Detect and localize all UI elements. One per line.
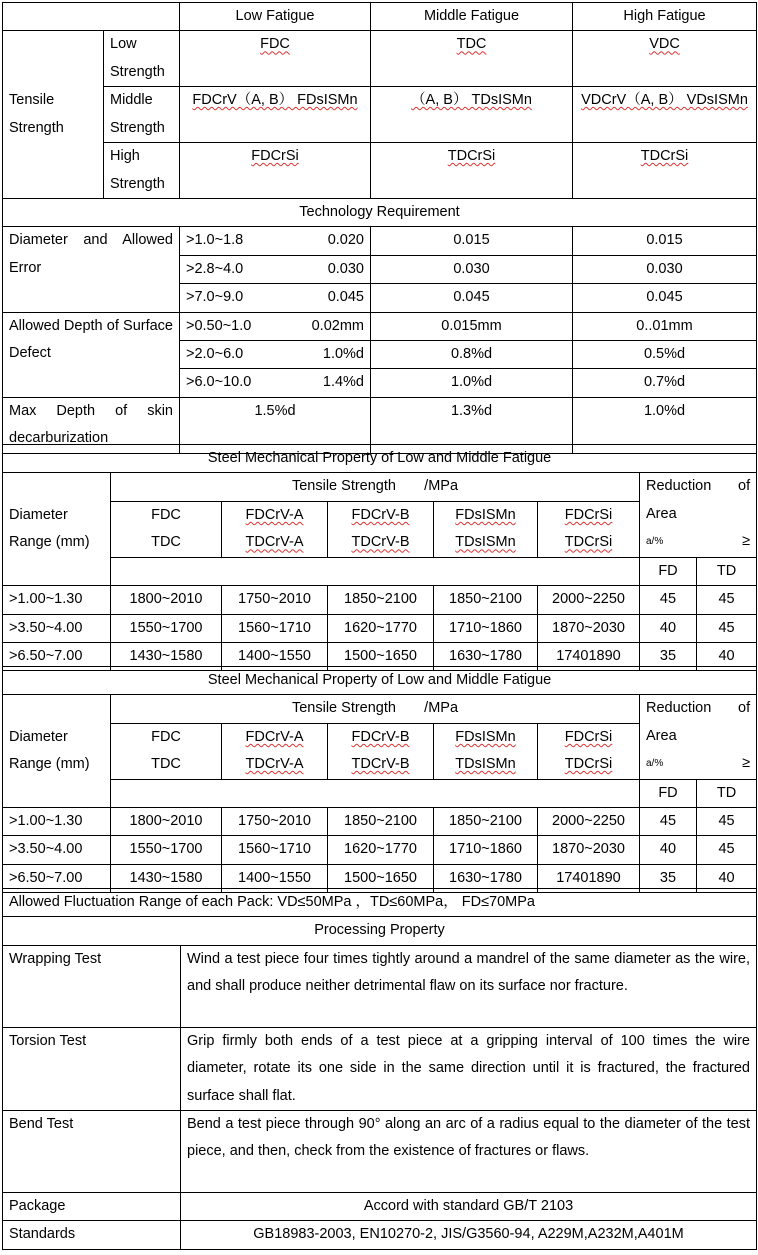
grade-low-middle: TDC bbox=[371, 31, 573, 87]
decarb-middle: 1.3%d bbox=[371, 397, 573, 453]
package-label: Package bbox=[3, 1193, 181, 1221]
defect-row-1-high: 0..01mm bbox=[573, 312, 757, 340]
diameter-row-1-high: 0.015 bbox=[573, 227, 757, 255]
reduction-of-area-header: Reduction of Area a/% ≥ bbox=[640, 695, 757, 779]
defect-row-3-middle: 1.0%d bbox=[371, 369, 573, 397]
grade-low-low: FDC bbox=[180, 31, 371, 87]
mechanical-property-table-2 bbox=[2, 666, 757, 893]
mechanical-property-table-1 bbox=[2, 444, 757, 671]
grade-low-high: VDC bbox=[573, 31, 757, 87]
decarburization-label: Max Depth of skin decarburization bbox=[3, 397, 180, 453]
grade-col-4: FDsISMn TDsISMn bbox=[434, 723, 538, 779]
package-text: Accord with standard GB/T 2103 bbox=[181, 1193, 757, 1221]
strength-low-label: Low Strength bbox=[104, 31, 180, 87]
decarb-high: 1.0%d bbox=[573, 397, 757, 453]
defect-row-2-high: 0.5%d bbox=[573, 341, 757, 369]
header-blank bbox=[3, 3, 180, 31]
diameter-row-2-middle: 0.030 bbox=[371, 255, 573, 283]
processing-property-table bbox=[2, 888, 757, 1250]
header-low-fatigue: Low Fatigue bbox=[180, 3, 371, 31]
mech-title: Steel Mechanical Property of Low and Middle Fatigue bbox=[3, 445, 757, 473]
diameter-range-label: Diameter Range (mm) bbox=[3, 695, 111, 808]
grade-col-3: FDCrV-B TDCrV-B bbox=[328, 723, 434, 779]
grade-middle-low: FDCrV（A, B） FDsISMn bbox=[180, 87, 371, 143]
table-row: >1.00~1.30 1800~2010 1750~2010 1850~2100 1850~2100 2000~2250 45 45 bbox=[3, 808, 757, 836]
processing-property-title: Processing Property bbox=[3, 917, 757, 945]
mech-title: Steel Mechanical Property of Low and Middle Fatigue bbox=[3, 667, 757, 695]
table-row: >6.50~7.00 1430~1580 1400~1550 1500~1650 1630~1780 17401890 35 40 bbox=[3, 864, 757, 892]
fluctuation-range-note: Allowed Fluctuation Range of each Pack: VD≤50MPa ，TD≤60MPa， FD≤70MPa bbox=[3, 889, 757, 917]
grade-middle-middle: （A, B） TDsISMn bbox=[371, 87, 573, 143]
grade-high-middle: TDCrSi bbox=[371, 143, 573, 199]
fd-label: FD bbox=[640, 779, 697, 807]
defect-row-3-high: 0.7%d bbox=[573, 369, 757, 397]
table-row: >3.50~4.00 1550~1700 1560~1710 1620~1770 1710~1860 1870~2030 40 45 bbox=[3, 836, 757, 864]
diameter-row-3-high: 0.045 bbox=[573, 284, 757, 312]
grade-col-5: FDCrSi TDCrSi bbox=[538, 723, 640, 779]
grade-col-1: FDC TDC bbox=[111, 723, 222, 779]
diameter-row-2-high: 0.030 bbox=[573, 255, 757, 283]
wrapping-test-text: Wind a test piece four times tightly around a mandrel of the same diameter as the wire, and shall produce neither detrimental flaw on its surface nor fracture. bbox=[181, 945, 757, 1027]
grade-col-3: FDCrV-B TDCrV-B bbox=[328, 501, 434, 557]
defect-row-2-low: >2.0~6.0 1.0%d bbox=[180, 341, 371, 369]
surface-defect-label: Allowed Depth of Surface Defect bbox=[3, 312, 180, 397]
grade-blank bbox=[111, 779, 640, 807]
strength-high-label: High Strength bbox=[104, 143, 180, 199]
tensile-strength-header: Tensile Strength /MPa bbox=[111, 695, 640, 723]
diameter-row-3-low: >7.0~9.0 0.045 bbox=[180, 284, 371, 312]
standards-label: Standards bbox=[3, 1221, 181, 1249]
grade-and-technology-table bbox=[2, 2, 757, 454]
td-label: TD bbox=[697, 779, 757, 807]
diameter-row-1-middle: 0.015 bbox=[371, 227, 573, 255]
grade-blank bbox=[111, 557, 640, 585]
grade-col-2: FDCrV-A TDCrV-A bbox=[222, 723, 328, 779]
bend-test-label: Bend Test bbox=[3, 1111, 181, 1193]
td-label: TD bbox=[697, 557, 757, 585]
diameter-range-label: Diameter Range (mm) bbox=[3, 473, 111, 586]
standards-text: GB18983-2003, EN10270-2, JIS/G3560-94, A229M,A232M,A401M bbox=[181, 1221, 757, 1249]
grade-col-2: FDCrV-A TDCrV-A bbox=[222, 501, 328, 557]
grade-col-4: FDsISMn TDsISMn bbox=[434, 501, 538, 557]
bend-test-text: Bend a test piece through 90° along an arc of a radius equal to the diameter of the test piece, and then, check from the existence of fractures or flaws. bbox=[181, 1111, 757, 1193]
table-row: >6.50~7.00 1430~1580 1400~1550 1500~1650 1630~1780 17401890 35 40 bbox=[3, 643, 757, 671]
tensile-strength-header: Tensile Strength /MPa bbox=[111, 473, 640, 501]
defect-row-2-middle: 0.8%d bbox=[371, 341, 573, 369]
strength-middle-label: Middle Strength bbox=[104, 87, 180, 143]
diameter-error-label: Diameter and Allowed Error bbox=[3, 227, 180, 312]
grade-high-high: TDCrSi bbox=[573, 143, 757, 199]
torsion-test-label: Torsion Test bbox=[3, 1027, 181, 1110]
diameter-row-1-low: >1.0~1.8 0.020 bbox=[180, 227, 371, 255]
table-row: >1.00~1.30 1800~2010 1750~2010 1850~2100 1850~2100 2000~2250 45 45 bbox=[3, 586, 757, 614]
defect-row-1-middle: 0.015mm bbox=[371, 312, 573, 340]
grade-col-1: FDC TDC bbox=[111, 501, 222, 557]
diameter-row-2-low: >2.8~4.0 0.030 bbox=[180, 255, 371, 283]
fd-label: FD bbox=[640, 557, 697, 585]
header-high-fatigue: High Fatigue bbox=[573, 3, 757, 31]
reduction-of-area-header: Reduction of Area a/% ≥ bbox=[640, 473, 757, 557]
defect-row-3-low: >6.0~10.0 1.4%d bbox=[180, 369, 371, 397]
torsion-test-text: Grip firmly both ends of a test piece at a gripping interval of 100 times the wire diameter, rotate its one side in the same direction until it is fractured, the fractured surface shall flat. bbox=[181, 1027, 757, 1110]
wrapping-test-label: Wrapping Test bbox=[3, 945, 181, 1027]
grade-high-low: FDCrSi bbox=[180, 143, 371, 199]
grade-middle-high: VDCrV（A, B） VDsISMn bbox=[573, 87, 757, 143]
technology-requirement-title: Technology Requirement bbox=[3, 199, 757, 227]
decarb-low: 1.5%d bbox=[180, 397, 371, 453]
table-row: >3.50~4.00 1550~1700 1560~1710 1620~1770 1710~1860 1870~2030 40 45 bbox=[3, 614, 757, 642]
diameter-row-3-middle: 0.045 bbox=[371, 284, 573, 312]
tensile-strength-label: Tensile Strength bbox=[3, 31, 104, 199]
defect-row-1-low: >0.50~1.0 0.02mm bbox=[180, 312, 371, 340]
grade-col-5: FDCrSi TDCrSi bbox=[538, 501, 640, 557]
header-middle-fatigue: Middle Fatigue bbox=[371, 3, 573, 31]
